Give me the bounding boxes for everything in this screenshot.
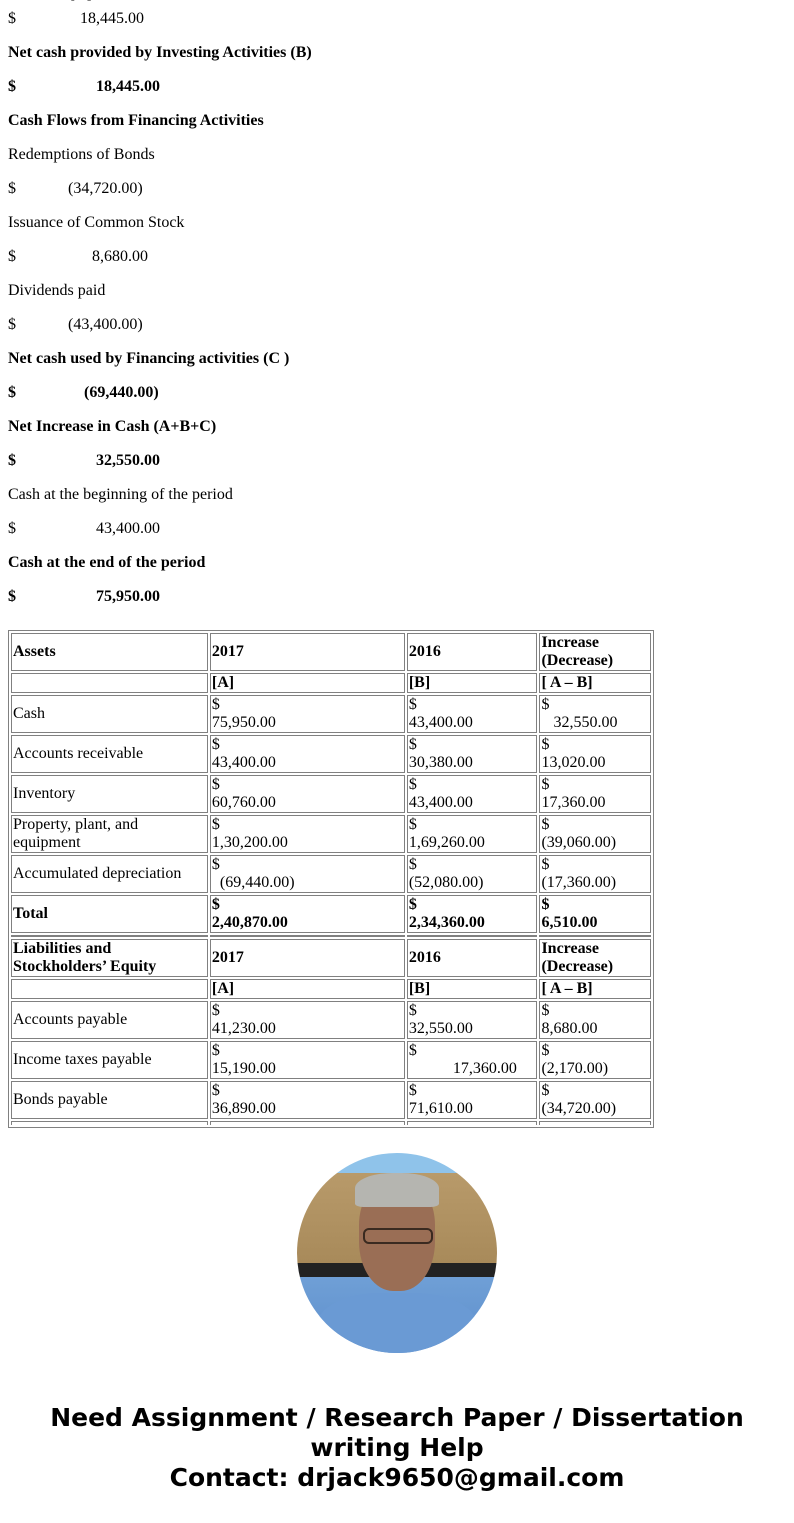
liability-row <box>11 1001 651 1039</box>
currency-symbol: $ <box>8 316 16 333</box>
amount-cell-c: $ (39,060.00) <box>539 815 651 853</box>
amount-value: 75,950.00 <box>96 588 160 605</box>
cf-amount <box>8 512 788 546</box>
cf-label: Redemptions of Bonds <box>8 146 155 163</box>
amount-cell-c: $ 13,020.00 <box>539 735 651 773</box>
amount-cell-a: $ 43,400.00 <box>210 735 405 773</box>
separator-row <box>11 935 651 937</box>
total-label: Total <box>11 895 208 933</box>
total-2017: $ 2,40,870.00 <box>210 895 405 933</box>
col-change-header: Increase (Decrease) <box>539 939 651 977</box>
amount-cell-b: $ 71,610.00 <box>407 1081 538 1119</box>
promo-contact[interactable]: Contact: drjack9650@gmail.com <box>169 1463 625 1492</box>
cf-amount <box>8 240 788 274</box>
row-label: Property, plant, and equipment <box>11 815 208 853</box>
amount-value: (69,440.00) <box>84 384 159 401</box>
asset-row <box>11 775 651 813</box>
assets-header-label: Assets <box>11 633 208 671</box>
amount-cell-a: $ 60,760.00 <box>210 775 405 813</box>
cf-amount <box>8 580 788 614</box>
asset-row <box>11 855 651 893</box>
row-label: Income taxes payable <box>11 1041 208 1079</box>
amount-cell-a: $ 1,30,200.00 <box>210 815 405 853</box>
avatar-hair <box>355 1173 439 1207</box>
comparative-balance-sheet <box>8 630 654 1128</box>
amount-cell-c: $ (34,720.00) <box>539 1081 651 1119</box>
cf-label: Cash at the end of the period <box>8 554 206 571</box>
col-a-marker: [A] <box>210 979 405 999</box>
cf-amount <box>8 70 788 104</box>
total-2016: $ 2,34,360.00 <box>407 895 538 933</box>
amount-cell-b: $ 32,550.00 <box>407 1001 538 1039</box>
promo-line-1: Need Assignment / Research Paper / Dissertation <box>50 1403 744 1432</box>
row-label: Cash <box>11 695 208 733</box>
amount-cell-a: $ 41,230.00 <box>210 1001 405 1039</box>
col-a-marker: [A] <box>210 673 405 693</box>
amount-cell-c: $ 8,680.00 <box>539 1001 651 1039</box>
amount-cell-c: $ (17,360.00) <box>539 855 651 893</box>
col-2016-header: 2016 <box>407 633 538 671</box>
liabilities-header-row <box>11 939 651 977</box>
amount-cell-a: $ 36,890.00 <box>210 1081 405 1119</box>
amount-cell-b: $ 17,360.00 <box>407 1041 538 1079</box>
row-label: Accounts payable <box>11 1001 208 1039</box>
row-label: Inventory <box>11 775 208 813</box>
amount-cell-a: $ 15,190.00 <box>210 1041 405 1079</box>
col-2017-header: 2017 <box>210 939 405 977</box>
cash-flow-statement <box>8 0 788 614</box>
currency-symbol: $ <box>8 180 16 197</box>
currency-symbol: $ <box>8 248 16 265</box>
cf-label: Issuance of Common Stock <box>8 214 185 231</box>
cf-amount <box>8 308 788 342</box>
assets-total-row <box>11 895 651 933</box>
currency-symbol: $ <box>8 588 16 605</box>
amount-cell-b: $ 43,400.00 <box>407 775 538 813</box>
cf-label: Net cash used by Financing activities (C ) <box>8 350 290 367</box>
promo-banner <box>0 1403 794 1493</box>
amount-value: 8,680.00 <box>92 248 148 265</box>
amount-cell-a: $ (69,440.00) <box>210 855 405 893</box>
cf-label: Net cash provided by Investing Activities (B) <box>8 44 312 61</box>
col-c-marker: [ A – B] <box>539 673 651 693</box>
asset-row <box>11 695 651 733</box>
cf-label: Cash Flows from Financing Activities <box>8 112 264 129</box>
cf-amount <box>8 2 788 36</box>
row-label: Accounts receivable <box>11 735 208 773</box>
amount-value: 43,400.00 <box>96 520 160 537</box>
blank-cell <box>11 673 208 693</box>
amount-cell-b: $ 1,69,260.00 <box>407 815 538 853</box>
currency-symbol: $ <box>8 520 16 537</box>
col-2017-header: 2017 <box>210 633 405 671</box>
amount-cell-b: $ (52,080.00) <box>407 855 538 893</box>
currency-symbol: $ <box>8 78 16 95</box>
promo-line-2: writing Help <box>310 1433 484 1462</box>
col-c-marker: [ A – B] <box>539 979 651 999</box>
col-2016-header: 2016 <box>407 939 538 977</box>
liability-row <box>11 1081 651 1119</box>
truncated-row <box>11 1121 651 1125</box>
cf-label: Net Increase in Cash (A+B+C) <box>8 418 217 435</box>
amount-cell-b: $ 43,400.00 <box>407 695 538 733</box>
avatar-glasses <box>363 1228 433 1244</box>
total-change: $ 6,510.00 <box>539 895 651 933</box>
currency-symbol: $ <box>8 452 16 469</box>
amount-cell-c: $ 32,550.00 <box>539 695 651 733</box>
col-b-marker: [B] <box>407 979 538 999</box>
amount-value: 32,550.00 <box>96 452 160 469</box>
amount-cell-a: $ 75,950.00 <box>210 695 405 733</box>
asset-row <box>11 735 651 773</box>
liabilities-header-label: Liabilities and Stockholders’ Equity <box>11 939 208 977</box>
liability-row <box>11 1041 651 1079</box>
avatar-shirt <box>317 1293 477 1353</box>
cf-label: Cash at the beginning of the period <box>8 486 233 503</box>
row-label: Bonds payable <box>11 1081 208 1119</box>
amount-value: 18,445.00 <box>80 10 144 27</box>
amount-cell-c: $ (2,170.00) <box>539 1041 651 1079</box>
amount-value: (43,400.00) <box>68 316 143 333</box>
amount-value: 18,445.00 <box>96 78 160 95</box>
assets-subheader-row <box>11 673 651 693</box>
currency-symbol: $ <box>8 10 16 27</box>
liabilities-subheader-row <box>11 979 651 999</box>
col-b-marker: [B] <box>407 673 538 693</box>
currency-symbol: $ <box>8 384 16 401</box>
cf-amount <box>8 172 788 206</box>
col-change-header: Increase (Decrease) <box>539 633 651 671</box>
asset-row <box>11 815 651 853</box>
assets-header-row <box>11 633 651 671</box>
blank-cell <box>11 979 208 999</box>
author-avatar <box>297 1153 497 1353</box>
cf-amount <box>8 376 788 410</box>
amount-value: (34,720.00) <box>68 180 143 197</box>
cf-amount <box>8 444 788 478</box>
amount-cell-b: $ 30,380.00 <box>407 735 538 773</box>
amount-cell-c: $ 17,360.00 <box>539 775 651 813</box>
cf-label: Dividends paid <box>8 282 106 299</box>
row-label: Accumulated depreciation <box>11 855 208 893</box>
